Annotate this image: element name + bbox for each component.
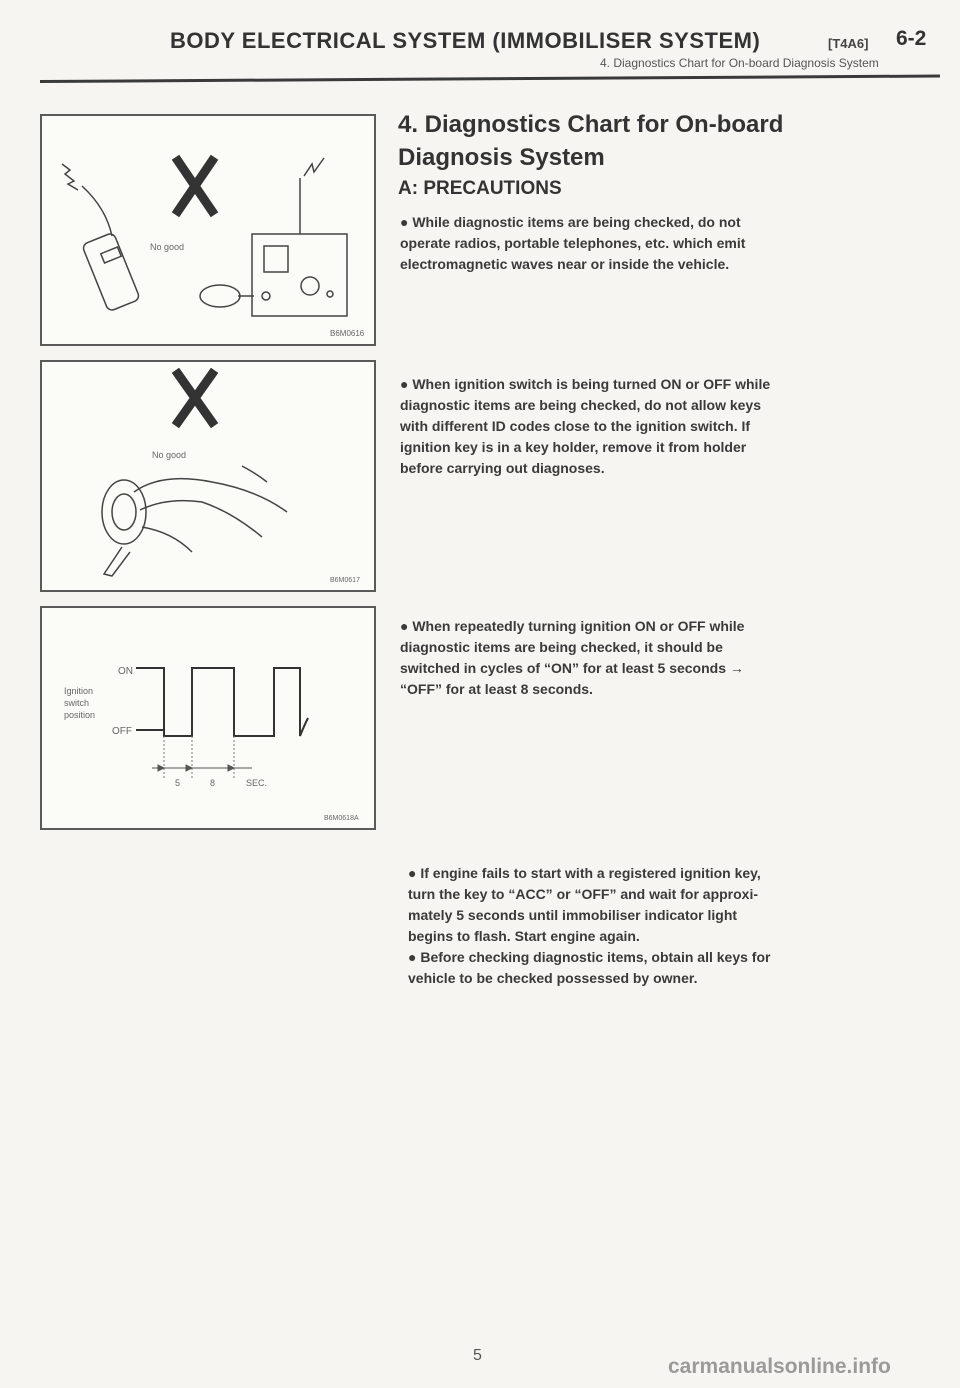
text-line: vehicle to be checked possessed by owner.	[408, 970, 698, 986]
header-rule	[40, 75, 940, 83]
no-good-label: No good	[150, 242, 185, 252]
text-line: ● If engine fails to start with a registered ignition key,	[408, 865, 761, 881]
precaution-engine-start	[408, 863, 948, 989]
precautions-heading: A: PRECAUTIONS	[398, 178, 562, 199]
figure-code: B6M0617	[330, 577, 360, 584]
prohibited-x-icon	[178, 161, 212, 211]
no-good-label: No good	[152, 450, 187, 460]
axis-label-position: position	[64, 710, 96, 720]
page-number: 5	[473, 1347, 482, 1364]
text-line: ● While diagnostic items are being checked, do not	[400, 214, 741, 230]
timing-guides	[164, 736, 234, 778]
timing-arrows	[152, 765, 252, 771]
page-reference: 6-2	[896, 27, 927, 50]
on-level-label: ON	[118, 666, 133, 677]
text-line: ● When ignition switch is being turned ON or OFF while	[400, 376, 771, 392]
text-line: mately 5 seconds until immobiliser indicator light	[408, 907, 738, 923]
section-code: [T4A6]	[828, 36, 869, 51]
key-holder-illustration	[42, 362, 374, 590]
precaution-on-off-cycles	[400, 616, 940, 700]
figure-code: B6M0616	[330, 329, 365, 338]
figure-ignition-timing	[40, 606, 376, 830]
axis-label-switch: switch	[64, 698, 90, 708]
radio-icon	[200, 158, 347, 316]
phone-radio-illustration	[42, 116, 374, 344]
text-line: ignition key is in a key holder, remove it from holder	[400, 439, 747, 455]
hand-with-key-icon	[102, 466, 287, 576]
text-line: before carrying out diagnoses.	[400, 460, 605, 476]
prohibited-x-icon	[178, 374, 212, 422]
section-title-line-1: 4. Diagnostics Chart for On-board	[398, 111, 784, 138]
portable-phone-icon	[62, 164, 140, 312]
site-watermark: carmanualsonline.info	[668, 1355, 891, 1378]
ignition-timing-diagram	[42, 608, 374, 828]
precaution-radio-waves	[400, 212, 940, 275]
text-line: diagnostic items are being checked, it should be	[400, 639, 723, 655]
section-title	[398, 108, 878, 174]
text-line: electromagnetic waves near or inside the vehicle.	[400, 256, 730, 272]
text-line: turn the key to “ACC” or “OFF” and wait for approxi-	[408, 886, 759, 902]
text-line: ● Before checking diagnostic items, obtain all keys for	[408, 949, 771, 965]
text-line: begins to flash. Start engine again.	[408, 928, 640, 944]
text-line: with different ID codes close to the ignition switch. If	[400, 418, 751, 434]
text-line: switched in cycles of “ON” for at least 5 seconds →	[400, 660, 744, 676]
figure-no-key-holder	[40, 360, 376, 592]
figure-no-phone-radio	[40, 114, 376, 346]
text-line: diagnostic items are being checked, do not allow keys	[400, 397, 761, 413]
page-header-subtitle: 4. Diagnostics Chart for On-board Diagnosis System	[600, 56, 879, 70]
on-off-waveform	[136, 668, 308, 736]
off-duration: 8	[210, 778, 216, 788]
page-header-title: BODY ELECTRICAL SYSTEM (IMMOBILISER SYSTEM)	[170, 28, 761, 53]
axis-label-ignition: Ignition	[64, 686, 94, 696]
section-title-line-2: Diagnosis System	[398, 144, 605, 171]
time-unit: SEC.	[246, 778, 268, 788]
precaution-id-keys	[400, 374, 940, 479]
off-level-label: OFF	[112, 726, 132, 737]
on-duration: 5	[175, 778, 181, 788]
figure-code: B6M0618A	[324, 815, 359, 822]
text-line: operate radios, portable telephones, etc. which emit	[400, 235, 746, 251]
text-line: ● When repeatedly turning ignition ON or OFF while	[400, 618, 745, 634]
text-line: “OFF” for at least 8 seconds.	[400, 681, 593, 697]
